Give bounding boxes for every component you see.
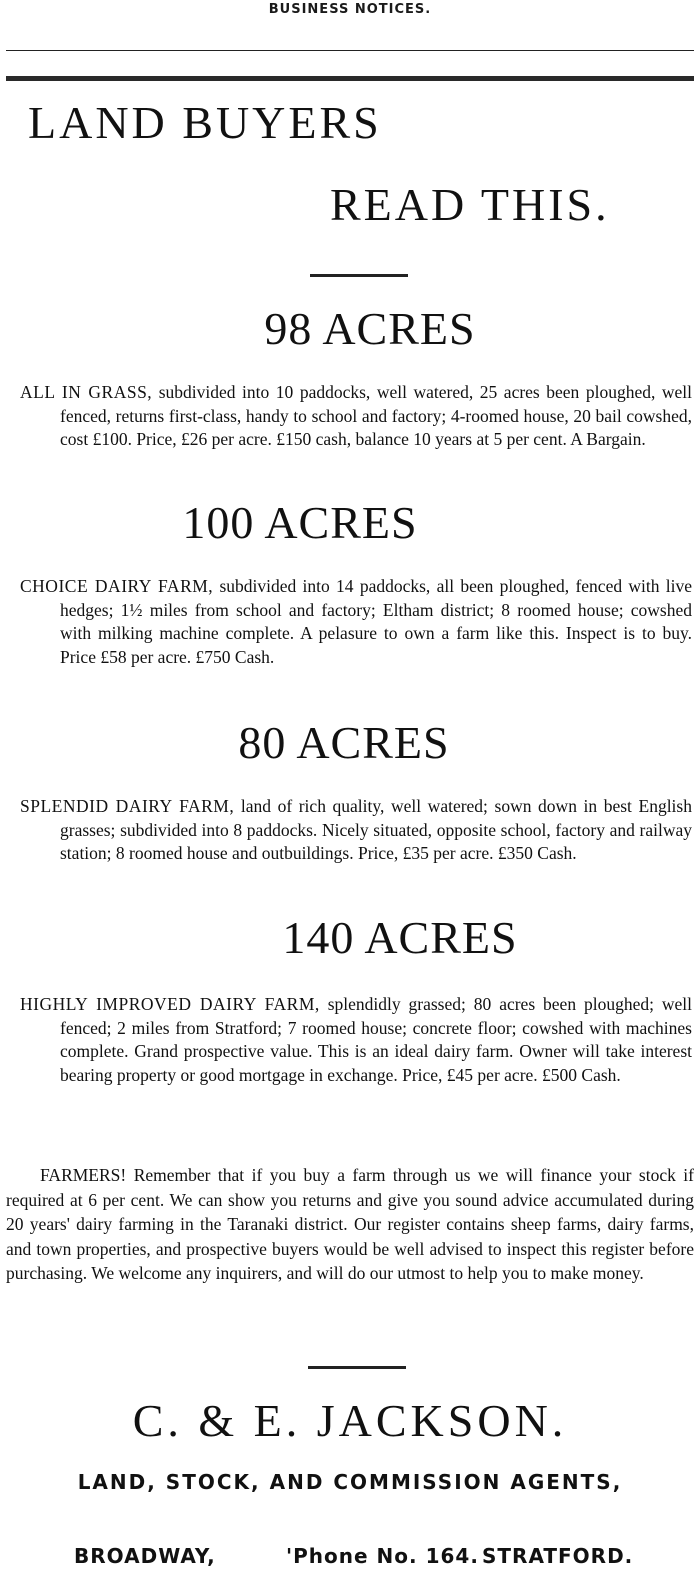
header-rule — [6, 50, 694, 51]
headline-line-2: READ THIS. — [330, 179, 610, 230]
section-header: BUSINESS NOTICES. — [268, 2, 432, 17]
listing-lead: ALL IN GRASS, — [20, 382, 153, 402]
headline-divider — [310, 274, 408, 277]
listing-heading: 100 ACRES — [182, 497, 418, 548]
listing-heading: 80 ACRES — [238, 717, 450, 768]
farmers-note: FARMERS! Remember that if you buy a farm through us we will finance your stock if required at 6 per cent. We can show you returns and give you sound advice accumulated during 20 years' dairy farming in the Taranaki district. Our register contains sheep farms, dairy farms, and town properties, and prospective buyers would be well advised to inspect this register before purchasing. We welcome any inquirers, and will do our utmost to help you to make money. — [6, 1165, 694, 1283]
headline-line-1: LAND BUYERS — [28, 97, 382, 148]
listing-body: subdivided into 14 paddocks, all been ploughed, fenced with live hedges; 1½ miles from school and factory; Eltham district; 8 roomed house; cowshed with milking machine complete. A pelasure to own a farm like this. Inspect is to buy. Price £58 per acre. £750 Cash. — [60, 576, 692, 667]
border-rule — [6, 76, 694, 81]
company-name: C. & E. JACKSON. — [132, 1395, 568, 1446]
listing-description — [20, 993, 692, 1087]
listing-body: subdivided into 10 paddocks, well watered, 25 acres been ploughed, well fenced, returns first-class, handy to school and factory; 4-roomed house, 20 bail cowshed, cost £100. Price, £26 per acre. £150 cash, balance 10 years at 5 per cent. A Bargain. — [60, 382, 692, 449]
address-street: BROADWAY, — [74, 1544, 216, 1568]
listing-description — [20, 575, 692, 669]
phone-number: 'Phone No. 164. — [286, 1544, 479, 1568]
listing-body: land of rich quality, well watered; sown down in best English grasses; subdivided into 8 paddocks. Nicely situated, opposite school, factory and railway station; 8 roomed house and outbuildings. Price, £35 per acre. £350 Cash. — [60, 796, 692, 863]
listing-description — [20, 381, 692, 452]
footer-divider — [308, 1366, 406, 1369]
company-tagline: LAND, STOCK, AND COMMISSION AGENTS, — [77, 1470, 623, 1494]
listing-description — [20, 795, 692, 866]
listing-lead: SPLENDID DAIRY FARM, — [20, 796, 235, 816]
company-address — [0, 1544, 700, 1574]
listing-heading: 140 ACRES — [282, 912, 518, 963]
listing-lead: HIGHLY IMPROVED DAIRY FARM, — [20, 994, 320, 1014]
listing-heading: 98 ACRES — [264, 303, 476, 354]
listing-body: splendidly grassed; 80 acres been ploughed; well fenced; 2 miles from Stratford; 7 roomed house; concrete floor; cowshed with machines complete. Grand prospective value. This is an ideal dairy farm. Owner will take interest bearing property or good mortgage in exchange. Price, £45 per acre. £500 Cash. — [60, 994, 693, 1085]
listing-lead: CHOICE DAIRY FARM, — [20, 576, 214, 596]
address-town: STRATFORD. — [482, 1544, 634, 1568]
